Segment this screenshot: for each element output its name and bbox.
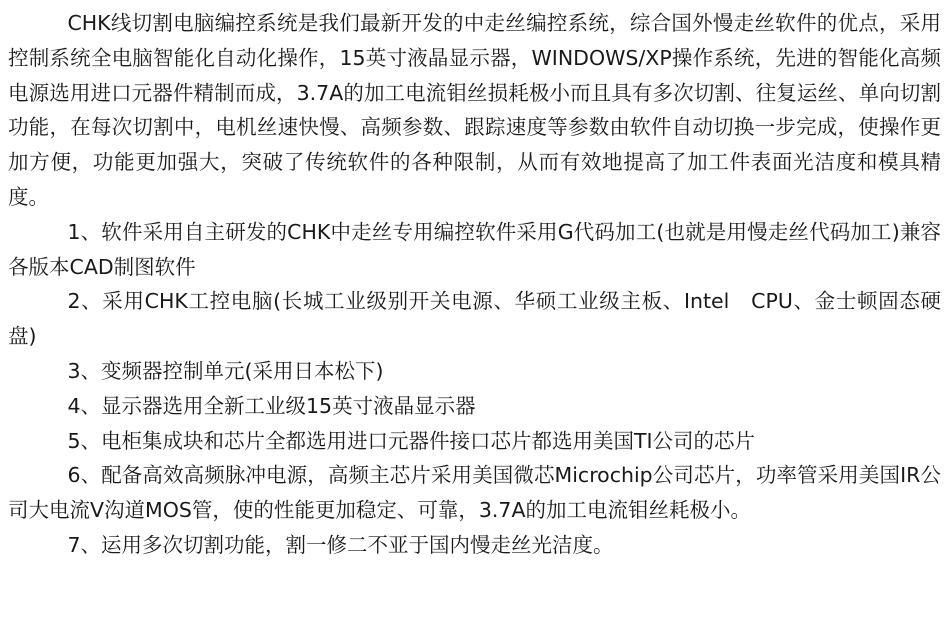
feature-item-4: 4、显示器选用全新工业级15英寸液晶显示器 [67, 393, 476, 418]
feature-item-7: 7、运用多次切割功能，割一修二不亚于国内慢走丝光洁度。 [67, 532, 614, 557]
feature-item-1: 1、软件采用自主研发的CHK中走丝专用编控软件采用G代码加工(也就是用慢走丝代码加工)兼容各版本CAD制图软件 [8, 219, 941, 279]
feature-item-6: 6、配备高效高频脉冲电源，高频主芯片采用美国微芯Microchip公司芯片，功率管采用美国IR公司大电流V沟道MOS管，使的性能更加稳定、可靠，3.7A的加工电流钼丝耗极小。 [8, 463, 941, 523]
intro-paragraph: CHK线切割电脑编控系统是我们最新开发的中走丝编控系统，综合国外慢走丝软件的优点，采用控制系统全电脑智能化自动化操作，15英寸液晶显示器，WINDOWS/XP操作系统，先进的智能化高频电源选用进口元器件精制而成，3.7A的加工电流钼丝损耗极小而且具有多次切割、往复运丝、单向切割功能，在每次切割中，电机丝速快慢、高频参数、跟踪速度等参数由软件自动切换一步完成，使操作更加方便，功能更加强大，突破了传统软件的各种限制，从而有效地提高了加工件表面光洁度和模具精度。 [8, 11, 941, 209]
feature-item-3: 3、变频器控制单元(采用日本松下) [67, 358, 384, 383]
feature-item-5: 5、电柜集成块和芯片全都选用进口元器件接口芯片都选用美国TI公司的芯片 [67, 428, 756, 453]
feature-item-2: 2、采用CHK工控电脑(长城工业级别开关电源、华硕工业级主板、Intel CPU、金士顿固态硬盘) [8, 289, 941, 349]
